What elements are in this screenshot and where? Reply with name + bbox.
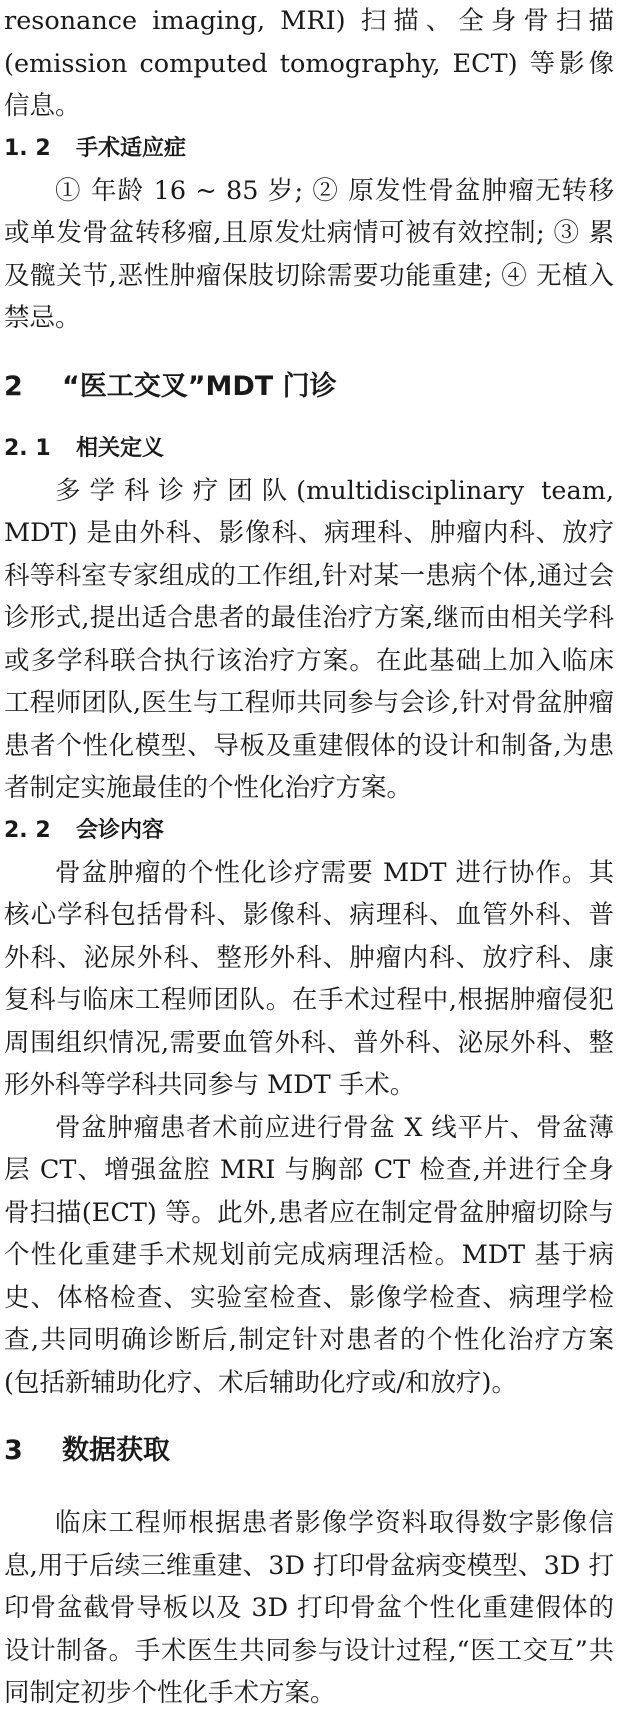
heading-title: 手术适应症 (76, 135, 187, 161)
heading-number: 2 (4, 370, 23, 402)
heading-title: “医工交叉”MDT 门诊 (62, 370, 337, 402)
heading-number: 1. 2 (4, 135, 51, 161)
paragraph-consultation-1: 骨盆肿瘤的个性化诊疗需要 MDT 进行协作。其核心学科包括骨科、影像科、病理科、血管外科、普外科、泌尿外科、整形外科、肿瘤内科、放疗科、康复科与临床工程师团队。在手术过程中,根据肿瘤侵犯周围组织情况,需要血管外科、普外科、泌尿外科、整形外科等学科共同参与 MDT 手术。 (4, 857, 614, 1100)
paragraph-definition: 多学科诊疗团队(multidisciplinary team, MDT) 是由外科、影像科、病理科、肿瘤内科、放疗科等科室专家组成的工作组,针对某一患病个体,通过会诊形式,提出适合患者的最佳治疗方案,继而由相关学科或多学科联合执行该治疗方案。在此基础上加入临床工程师团队,医生与工程师共同参与会诊,针对骨盆肿瘤患者个性化模型、导板及重建假体的设计和制备,为患者制定实施最佳的个性化治疗方案。 (4, 475, 614, 803)
heading-title: 相关定义 (76, 435, 165, 461)
heading-2 (4, 358, 614, 416)
heading-number: 3 (4, 1435, 23, 1466)
heading-2-2 (4, 810, 614, 852)
heading-1-2 (4, 128, 614, 170)
heading-2-1 (4, 428, 614, 470)
heading-number: 2. 2 (4, 817, 51, 843)
intro-paragraph: resonance imaging, MRI) 扫描、全身骨扫描(emission computed tomography, ECT) 等影像信息。 (4, 6, 614, 121)
paragraph-consultation-2: 骨盆肿瘤患者术前应进行骨盆 X 线平片、骨盆薄层 CT、增强盆腔 MRI 与胸部 CT 检查,并进行全身骨扫描(ECT) 等。此外,患者应在制定骨盆肿瘤切除与个性化重建手术规划前完成病理活检。MDT 基于病史、体格检查、实验室检查、影像学检查、病理学检查,共同明确诊断后,制定针对患者的个性化治疗方案(包括新辅助化疗、术后辅助化疗或/和放疗)。 (4, 1112, 614, 1398)
heading-title: 会诊内容 (76, 817, 165, 843)
heading-title: 数据获取 (62, 1435, 170, 1466)
heading-number: 2. 1 (4, 435, 51, 461)
paragraph-data-acquisition: 临床工程师根据患者影像学资料取得数字影像信息,用于后续三维重建、3D 打印骨盆病变模型、3D 打印骨盆截骨导板以及 3D 打印骨盆个性化重建假体的设计制备。手术医生共同参与设计过程,“医工交互”共同制定初步个性化手术方案。 (4, 1508, 614, 1708)
heading-3 (4, 1422, 614, 1480)
paragraph-indications: ① 年龄 16 ~ 85 岁; ② 原发性骨盆肿瘤无转移或单发骨盆转移瘤,且原发灶病情可被有效控制; ③ 累及髋关节,恶性肿瘤保肢切除需要功能重建; ④ 无植入禁忌。 (4, 175, 614, 333)
